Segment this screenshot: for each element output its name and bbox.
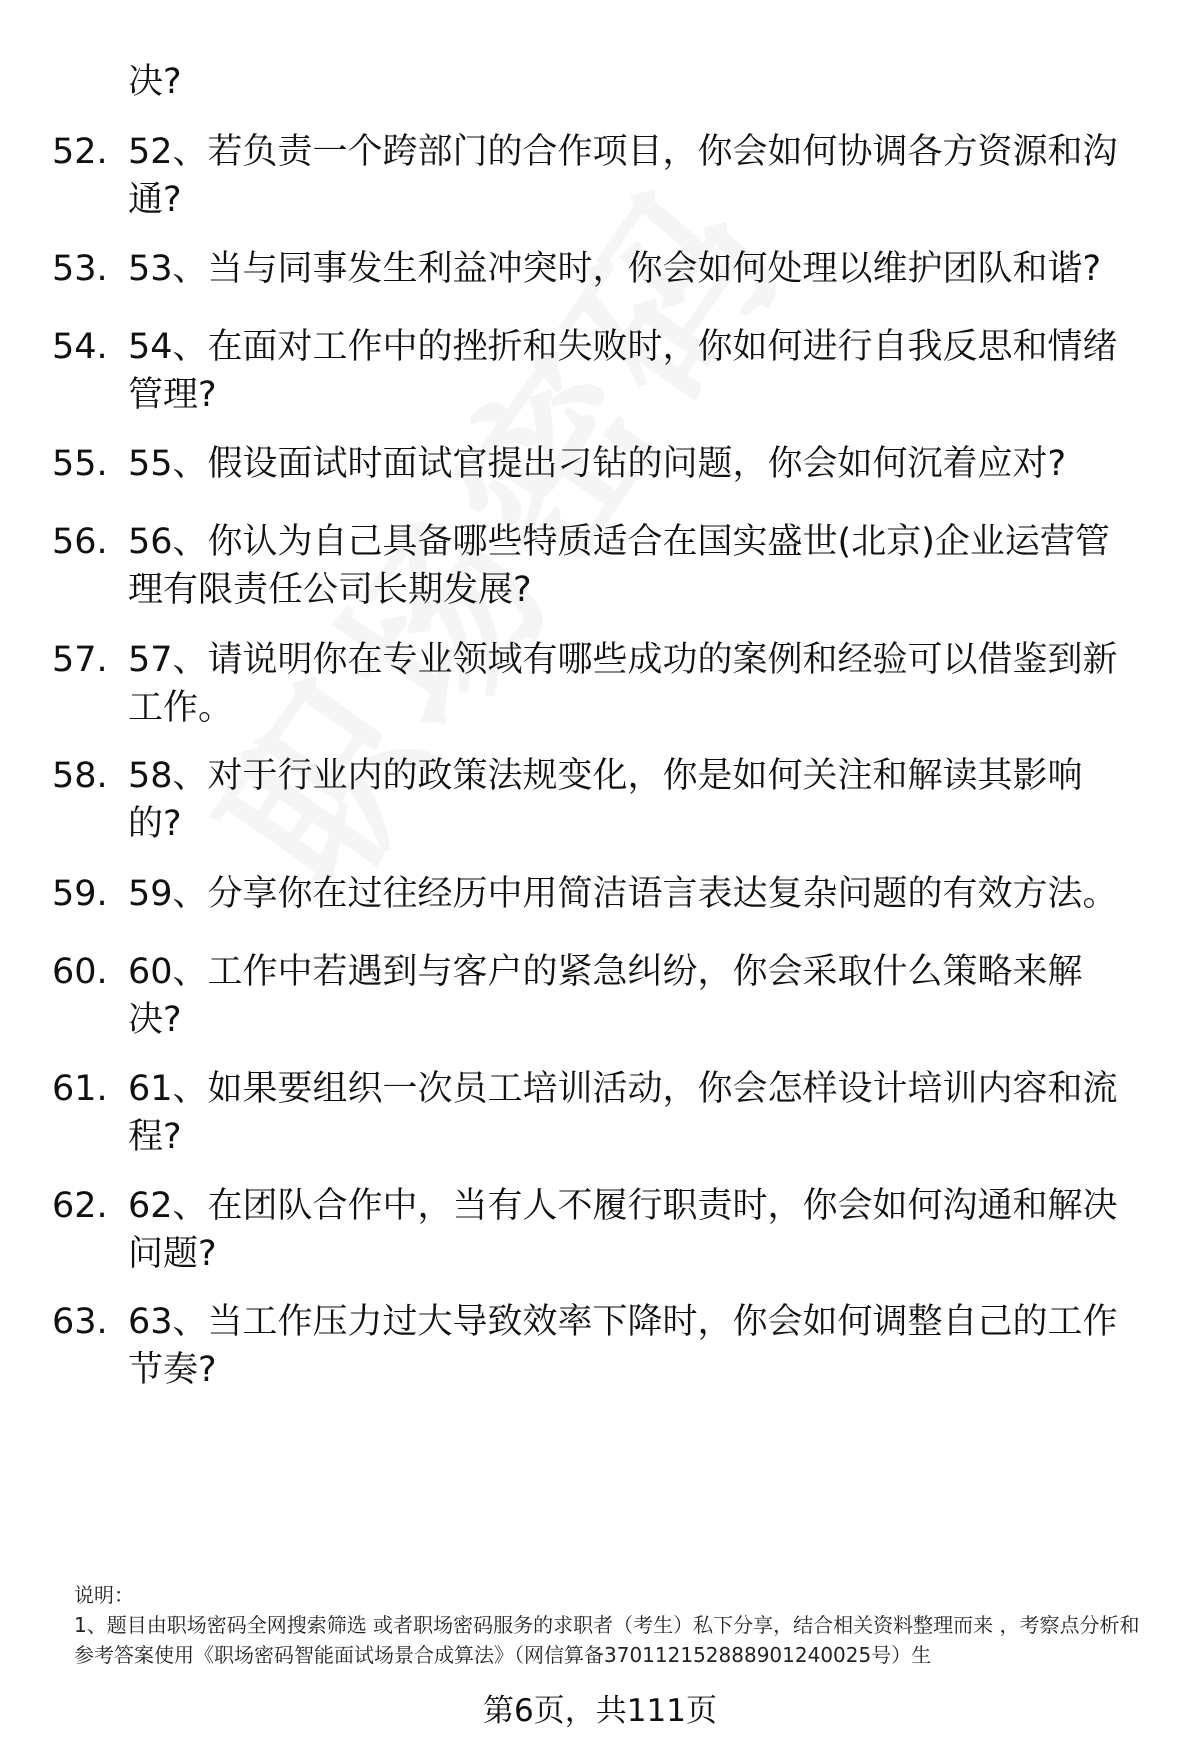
question-text: 57、请说明你在专业领域有哪些成功的案例和经验可以借鉴到新 工作。 — [128, 640, 1118, 728]
question-number: 58. — [52, 756, 108, 796]
question-text: 58、对于行业内的政策法规变化，你是如何关注和解读其影响 的? — [128, 756, 1083, 844]
question-number: 53. — [52, 249, 108, 289]
question-text: 53、当与同事发生利益冲突时，你会如何处理以维护团队和谐? — [128, 249, 1102, 289]
continued-question-text: 决? — [128, 62, 182, 102]
question-number: 59. — [52, 874, 108, 914]
question-number: 62. — [52, 1186, 108, 1226]
question-text: 61、如果要组织一次员工培训活动，你会怎样设计培训内容和流 程? — [128, 1069, 1118, 1157]
question-number: 60. — [52, 952, 108, 992]
question-text: 62、在团队合作中，当有人不履行职责时，你会如何沟通和解决 问题? — [128, 1186, 1118, 1274]
question-text: 55、假设面试时面试官提出刁钻的问题，你会如何沉着应对? — [128, 444, 1067, 484]
question-text: 59、分享你在过往经历中用简洁语言表达复杂问题的有效方法。 — [128, 874, 1118, 914]
question-text: 54、在面对工作中的挫折和失败时，你如何进行自我反思和情绪 管理? — [128, 327, 1118, 415]
question-text: 56、你认为自己具备哪些特质适合在国实盛世(北京)企业运营管 理有限责任公司长期发展? — [128, 522, 1110, 610]
page-number: 第6页，共111页 — [483, 1693, 717, 1729]
question-text: 52、若负责一个跨部门的合作项目，你会如何协调各方资源和沟 通? — [128, 132, 1118, 220]
question-number: 52. — [52, 132, 108, 172]
question-number: 56. — [52, 522, 108, 562]
question-number: 55. — [52, 444, 108, 484]
notes-body: 1、题目由职场密码全网搜索筛选 或者职场密码服务的求职者（考生）私下分享，结合相关资料整理而来 ，考察点分析和参考答案使用《职场密码智能面试场景合成算法》（网信算备370112152888901240025号）生 — [74, 1613, 1140, 1667]
notes-section — [74, 1580, 1154, 1670]
question-number: 63. — [52, 1302, 108, 1342]
question-number: 61. — [52, 1069, 108, 1109]
question-number: 57. — [52, 640, 108, 680]
question-text: 63、当工作压力过大导致效率下降时，你会如何调整自己的工作 节奏? — [128, 1302, 1118, 1390]
question-number: 54. — [52, 327, 108, 367]
notes-heading: 说明： — [74, 1583, 134, 1607]
question-text: 60、工作中若遇到与客户的紧急纠纷，你会采取什么策略来解 决? — [128, 952, 1083, 1040]
